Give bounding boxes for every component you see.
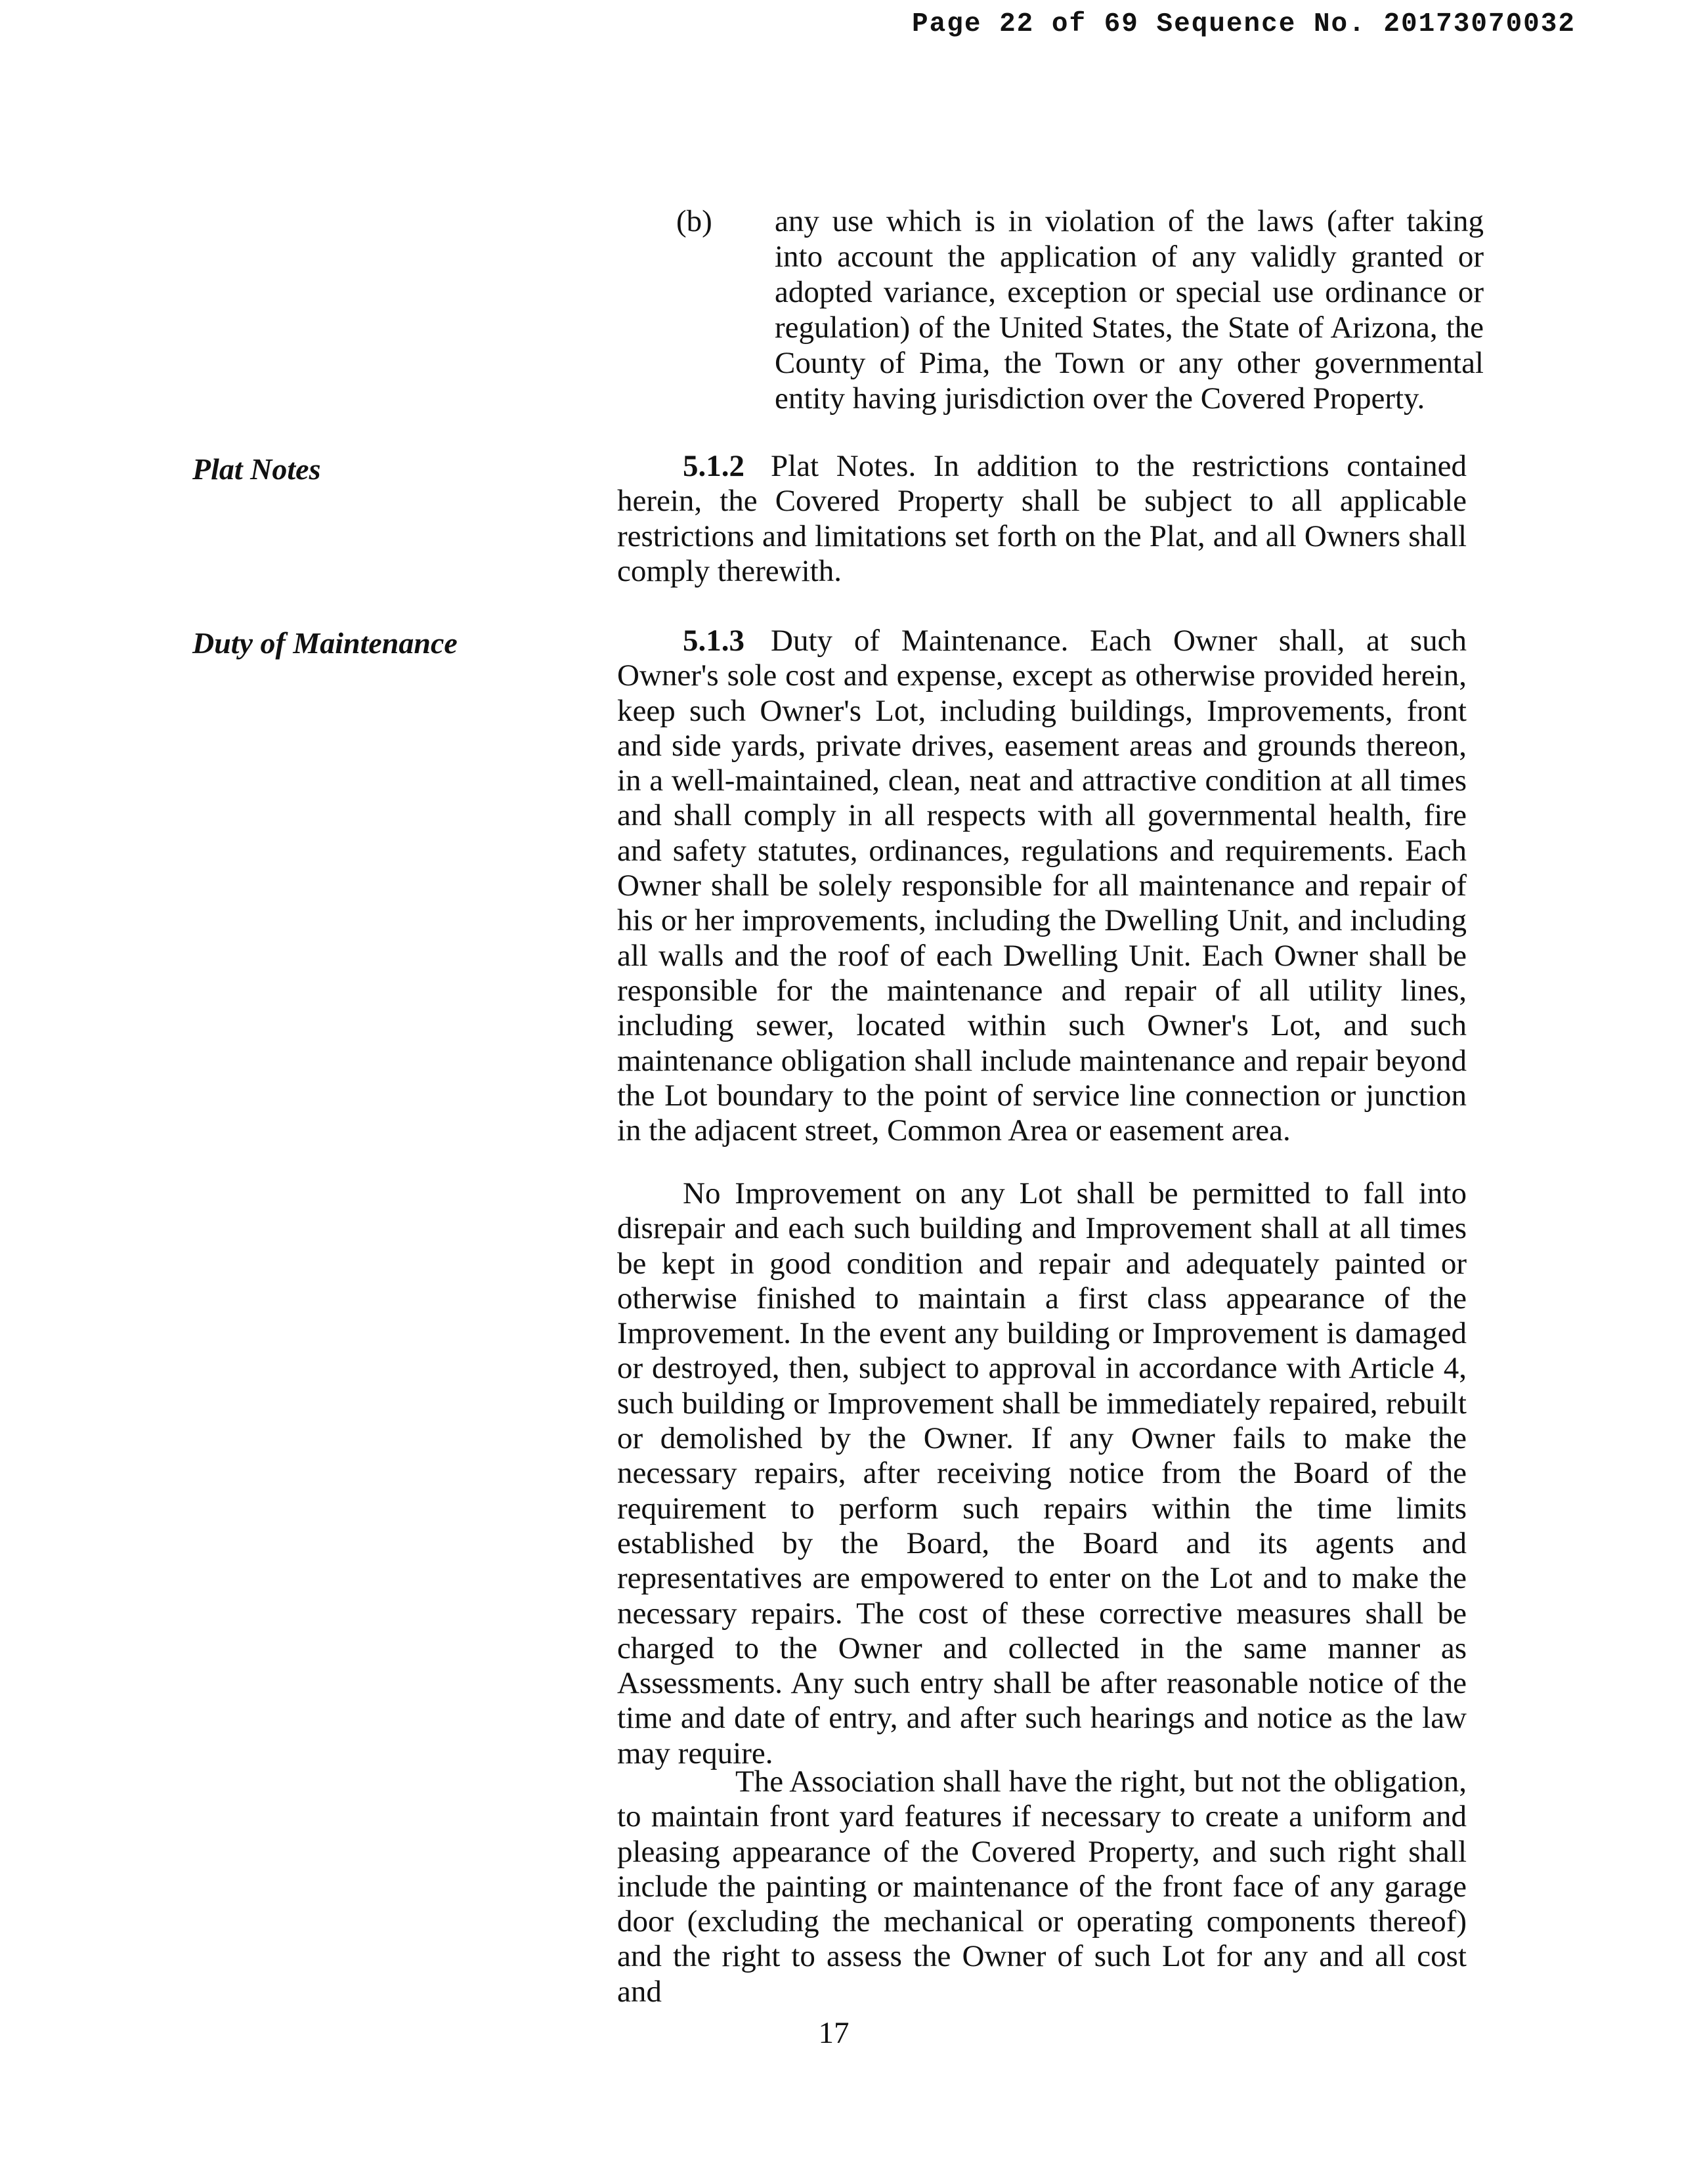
section-5-1-3-paragraph — [617, 624, 1467, 1148]
section-5-1-2 — [617, 449, 1467, 589]
section-number: 5.1.3 — [683, 624, 744, 658]
paragraph-text: No Improvement on any Lot shall be permitted to fall into disrepair and each such building and Improvement shall at all times be kept in good condition and repair and adequately painted or otherwise finished to maintain a first class appearance of the Improvement. In the event any building or Improvement is damaged or destroyed, then, subject to approval in accordance with Article 4, such building or Improvement shall be immediately repaired, rebuilt or demolished by the Owner. If any Owner fails to make the necessary repairs, after receiving notice from the Board of the requirement to perform such repairs within the time limits established by the Board, the Board and its agents and representatives are empowered to enter on the Lot and to make the necessary repairs. The cost of these corrective measures shall be charged to the Owner and collected in the same manner as Assessments. Any such entry shall be after reasonable notice of the time and date of entry, and after such hearings and notice as the law may require. — [617, 1176, 1467, 1770]
body-paragraph — [617, 1176, 1467, 1771]
subsection-b-text: any use which is in violation of the laws (after taking into account the application of any validly granted or adopted variance, exception or special use ordinance or regulation) of the United States, the State of Arizona, the County of Pima, the Town or any other governmental entity having jurisdiction over the Covered Property. — [775, 204, 1484, 416]
subsection-b-label: (b) — [676, 204, 712, 238]
document-sequence-stamp: Page 22 of 69 Sequence No. 20173070032 — [912, 9, 1576, 39]
paragraph-text: The Association shall have the right, but not the obligation, to maintain front yard features if necessary to create a uniform and pleasing appearance of the Covered Property, and such right shall include the painting or maintenance of the front face of any garage door (excluding the mechanical or operating components thereof) and the right to assess the Owner of such Lot for any and all cost and — [617, 1765, 1467, 2009]
section-5-1-3 — [617, 624, 1467, 1148]
section-text: Plat Notes. In addition to the restrictions contained herein, the Covered Property shall be subject to all applicable restrictions and limitations set forth on the Plat, and all Owners shall comply therewith. — [617, 449, 1467, 588]
margin-heading-duty-of-maintenance: Duty of Maintenance — [192, 626, 458, 660]
margin-heading-plat-notes: Plat Notes — [192, 452, 321, 486]
section-text: Duty of Maintenance. Each Owner shall, at such Owner's sole cost and expense, except as otherwise provided herein, keep such Owner's Lot, including buildings, Improvements, front and side yards, private drives, easement areas and grounds thereon, in a well-maintained, clean, neat and attractive condition at all times and shall comply in all respects with all governmental health, fire and safety statutes, ordinances, regulations and requirements. Each Owner shall be solely responsible for all maintenance and repair of his or her improvements, including the Dwelling Unit, and including all walls and the roof of each Dwelling Unit. Each Owner shall be responsible for the maintenance and repair of all utility lines, including sewer, located within such Owner's Lot, and such maintenance obligation shall include maintenance and repair beyond the Lot boundary to the point of service line connection or junction in the adjacent street, Common Area or easement area. — [617, 624, 1467, 1148]
section-5-1-2-paragraph — [617, 449, 1467, 589]
section-number: 5.1.2 — [683, 449, 744, 483]
page-number: 17 — [818, 2016, 850, 2050]
body-paragraph — [617, 1765, 1467, 2009]
